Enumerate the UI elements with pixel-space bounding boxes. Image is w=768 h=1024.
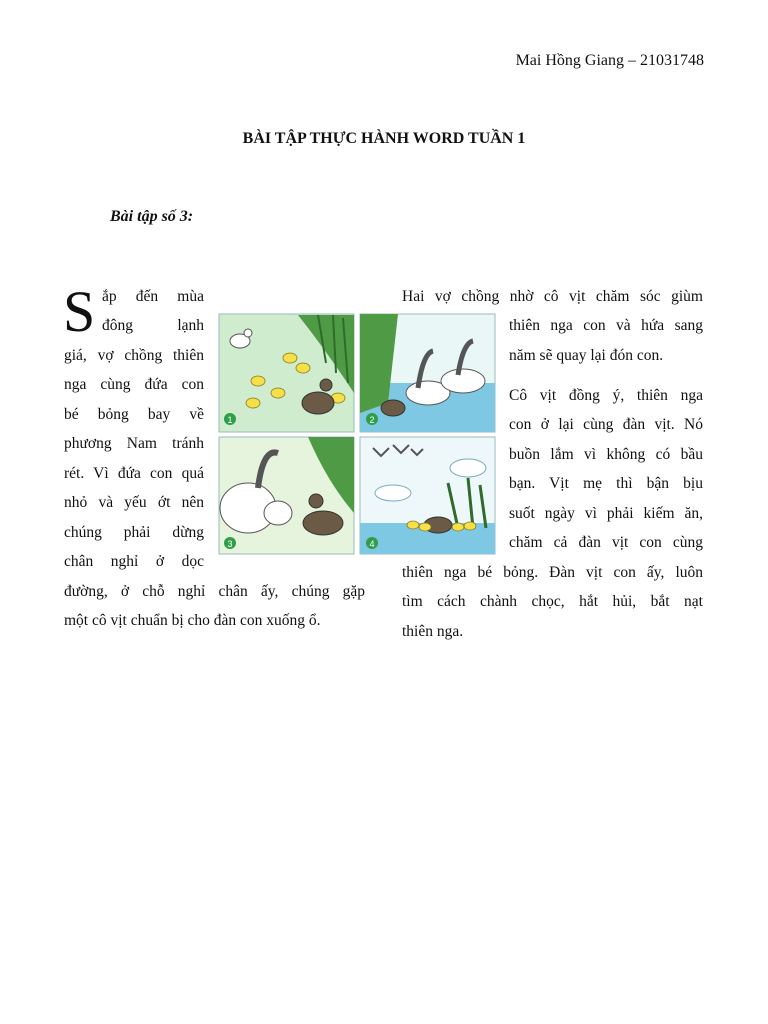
left-line: rét. Vì đứa con quá	[64, 465, 204, 482]
left-line: nhỏ và yếu ớt nên	[64, 494, 204, 511]
panel-3	[219, 437, 354, 554]
right-line: chăm cả đàn vịt con cùng	[509, 534, 703, 551]
drop-cap: S	[63, 279, 96, 344]
right-line: tìm cách chành chọc, hắt hủi, bắt nạt	[402, 593, 703, 610]
exercise-label: Bài tập số 3:	[110, 208, 194, 225]
left-line: một cô vịt chuẩn bị cho đàn con xuống ổ.	[64, 612, 321, 629]
left-line: nga cùng đứa con	[64, 376, 204, 393]
right-line: buồn lắm vì không có bầu	[509, 446, 703, 463]
swan-story-illustration	[218, 313, 496, 555]
left-line: bé bỏng bay về	[64, 406, 204, 423]
author-header: Mai Hồng Giang – 21031748	[515, 52, 704, 69]
left-line: giá, vợ chồng thiên	[64, 347, 204, 364]
right-line: Hai vợ chồng nhờ cô vịt chăm sóc giùm	[402, 288, 703, 305]
right-line: thiên nga.	[402, 623, 464, 640]
left-line: phương Nam tránh	[64, 435, 204, 452]
page-title: BÀI TẬP THỰC HÀNH WORD TUẦN 1	[242, 130, 526, 147]
panel-number: 1	[227, 415, 233, 425]
right-line: bạn. Vịt mẹ thì bận bịu	[509, 475, 703, 492]
left-line: chân nghỉ ở dọc	[64, 553, 204, 570]
panel-4	[360, 437, 495, 554]
panel-number: 4	[369, 539, 375, 549]
left-line: chúng phải dừng	[64, 524, 204, 541]
right-line: thiên nga con và hứa sang	[509, 317, 703, 334]
right-line: Cô vịt đồng ý, thiên nga	[509, 387, 703, 404]
panel-2	[360, 314, 495, 432]
right-line: thiên nga bé bỏng. Đàn vịt con ấy, luôn	[402, 564, 703, 581]
right-line: con ở lại cùng đàn vịt. Nó	[509, 416, 703, 433]
panel-1	[219, 314, 354, 432]
right-line: năm sẽ quay lại đón con.	[509, 347, 664, 364]
right-line: suốt ngày vì phải kiếm ăn,	[509, 505, 703, 522]
left-line: ắp đến mùa	[102, 288, 204, 305]
panel-number: 3	[227, 539, 233, 549]
panel-number: 2	[369, 415, 375, 425]
left-line: đông lạnh	[102, 317, 204, 334]
left-line: đường, ở chỗ nghỉ chân ấy, chúng gặp	[64, 583, 365, 600]
